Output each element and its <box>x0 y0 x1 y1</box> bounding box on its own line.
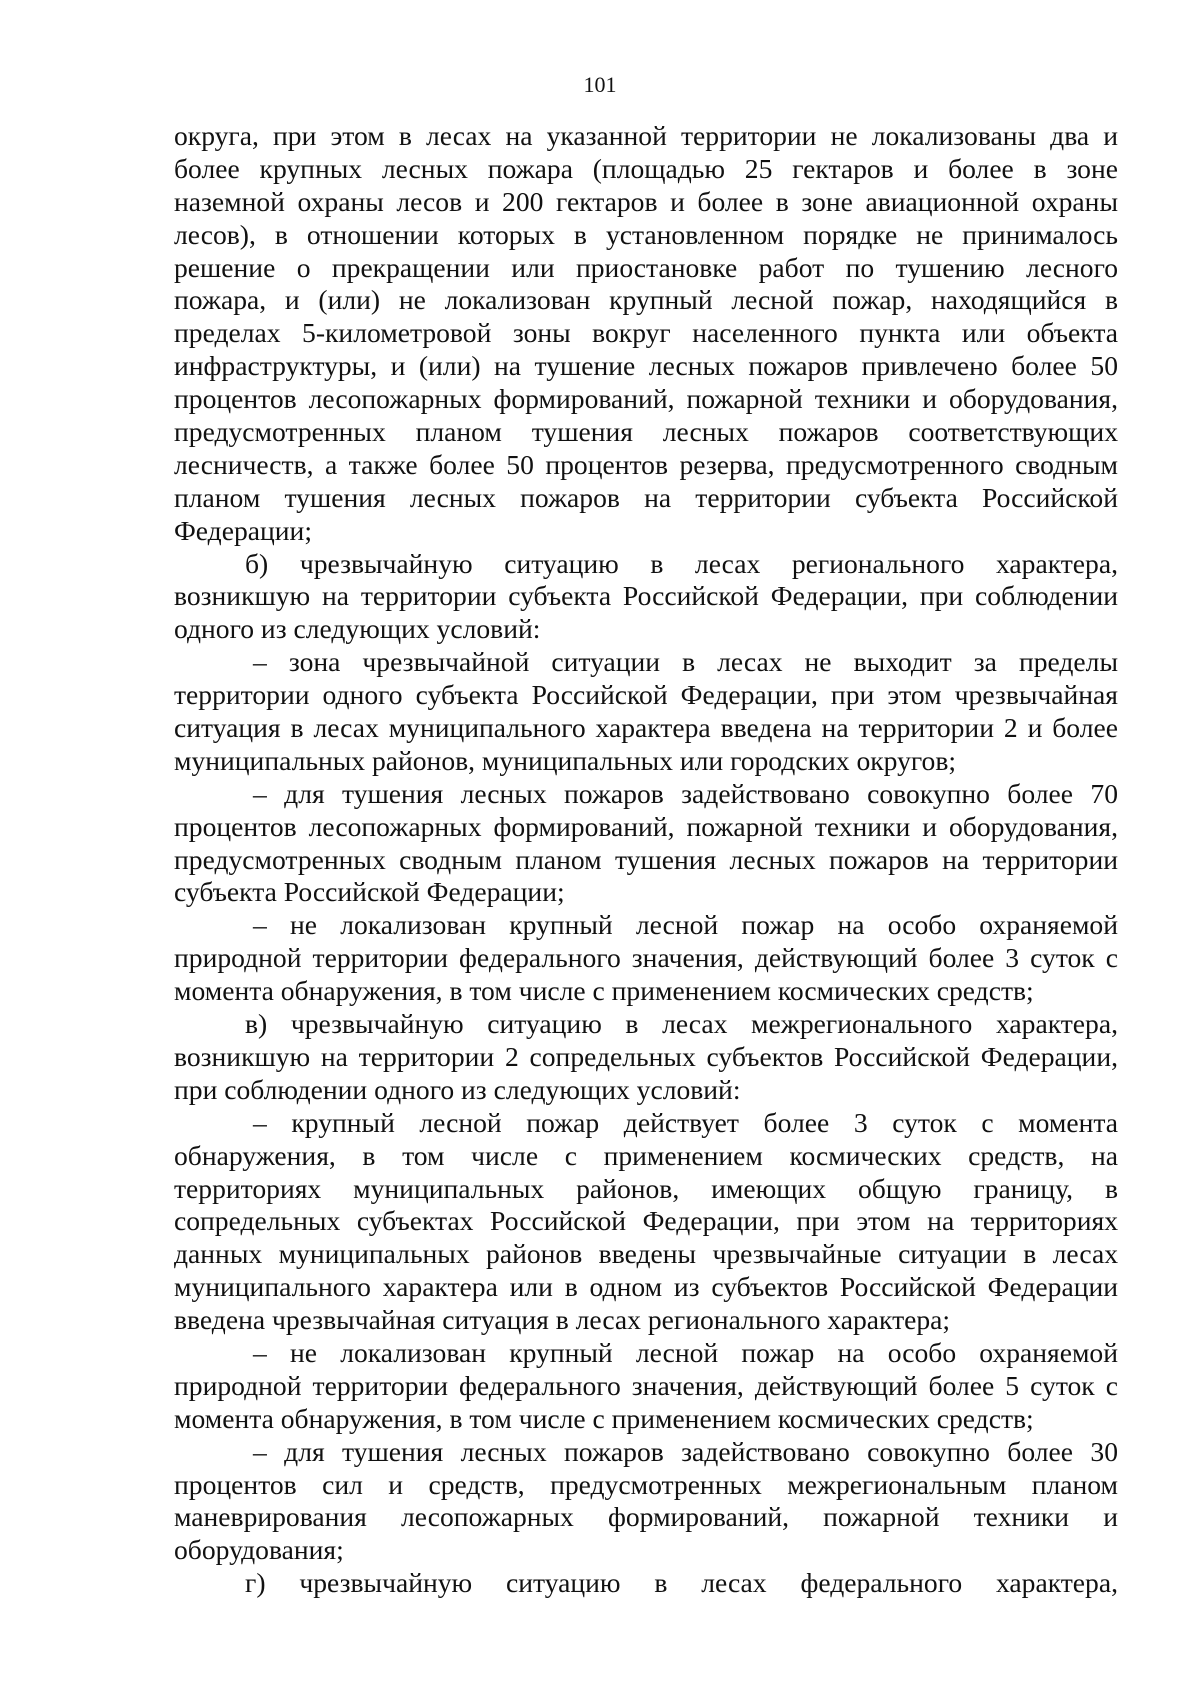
text-line: оборудования; <box>174 1534 344 1566</box>
text-line: процентов лесопожарных формирований, пожарной техники и оборудования, <box>174 810 1118 842</box>
text-line: лесничеств, а также более 50 процентов резерва, предусмотренного сводным <box>174 448 1118 480</box>
text-line: – не локализован крупный лесной пожар на особо охраняемой <box>253 1336 1118 1368</box>
text-line: более крупных лесных пожара (площадью 25 гектаров и более в зоне <box>174 152 1118 184</box>
text-line: наземной охраны лесов и 200 гектаров и более в зоне авиационной охраны <box>174 185 1118 217</box>
text-line: в) чрезвычайную ситуацию в лесах межрегионального характера, <box>245 1008 1118 1040</box>
body-text <box>174 120 1118 1600</box>
text-line: территориях муниципальных районов, имеющих общую границу, в <box>174 1172 1118 1204</box>
text-line: природной территории федерального значения, действующий более 3 суток с <box>174 942 1118 974</box>
text-line: данных муниципальных районов введены чрезвычайные ситуации в лесах <box>174 1238 1118 1270</box>
text-line: введена чрезвычайная ситуация в лесах регионального характера; <box>174 1304 951 1336</box>
text-line: предусмотренных планом тушения лесных пожаров соответствующих <box>174 416 1118 448</box>
text-line: г) чрезвычайную ситуацию в лесах федерального характера, <box>245 1567 1118 1599</box>
text-line: обнаружения, в том числе с применением космических средств, на <box>174 1139 1118 1171</box>
text-line: инфраструктуры, и (или) на тушение лесных пожаров привлечено более 50 <box>174 350 1118 382</box>
text-line: ситуация в лесах муниципального характера введена на территории 2 и более <box>174 712 1118 744</box>
text-line: пожара, и (или) не локализован крупный лесной пожар, находящийся в <box>174 284 1118 316</box>
text-line: муниципального характера или в одном из субъектов Российской Федерации <box>174 1271 1118 1303</box>
text-line: округа, при этом в лесах на указанной территории не локализованы два и <box>174 120 1118 151</box>
text-line: сопредельных субъектах Российской Федерации, при этом на территориях <box>174 1205 1118 1237</box>
text-line: территории одного субъекта Российской Федерации, при этом чрезвычайная <box>174 679 1118 711</box>
text-line: – крупный лесной пожар действует более 3 суток с момента <box>253 1106 1118 1138</box>
text-line: момента обнаружения, в том числе с применением космических средств; <box>174 975 1034 1007</box>
text-line: процентов лесопожарных формирований, пожарной техники и оборудования, <box>174 383 1118 415</box>
text-line: возникшую на территории субъекта Российской Федерации, при соблюдении <box>174 580 1118 612</box>
text-line: субъекта Российской Федерации; <box>174 876 565 908</box>
text-line: планом тушения лесных пожаров на территории субъекта Российской <box>174 481 1118 513</box>
text-line: при соблюдении одного из следующих условий: <box>174 1073 741 1105</box>
text-line: решение о прекращении или приостановке работ по тушению лесного <box>174 251 1118 283</box>
text-line: одного из следующих условий: <box>174 613 541 645</box>
text-line: маневрирования лесопожарных формирований, пожарной техники и <box>174 1501 1118 1533</box>
page-number: 101 <box>583 72 617 97</box>
text-line: б) чрезвычайную ситуацию в лесах регионального характера, <box>245 547 1118 579</box>
text-line: – для тушения лесных пожаров задействовано совокупно более 70 <box>253 777 1118 809</box>
text-line: пределах 5-километровой зоны вокруг населенного пункта или объекта <box>174 317 1118 349</box>
text-line: Федерации; <box>174 514 312 546</box>
text-line: природной территории федерального значения, действующий более 5 суток с <box>174 1369 1118 1401</box>
text-line: – зона чрезвычайной ситуации в лесах не выходит за пределы <box>253 646 1118 678</box>
text-line: возникшую на территории 2 сопредельных субъектов Российской Федерации, <box>174 1040 1118 1072</box>
text-line: лесов), в отношении которых в установленном порядке не принималось <box>174 218 1118 250</box>
text-line: предусмотренных сводным планом тушения лесных пожаров на территории <box>174 843 1118 875</box>
text-line: – для тушения лесных пожаров задействовано совокупно более 30 <box>253 1435 1118 1467</box>
text-line: процентов сил и средств, предусмотренных межрегиональным планом <box>174 1468 1118 1500</box>
text-line: – не локализован крупный лесной пожар на особо охраняемой <box>253 909 1118 941</box>
text-line: момента обнаружения, в том числе с применением космических средств; <box>174 1402 1034 1434</box>
text-line: муниципальных районов, муниципальных или городских округов; <box>174 744 957 776</box>
